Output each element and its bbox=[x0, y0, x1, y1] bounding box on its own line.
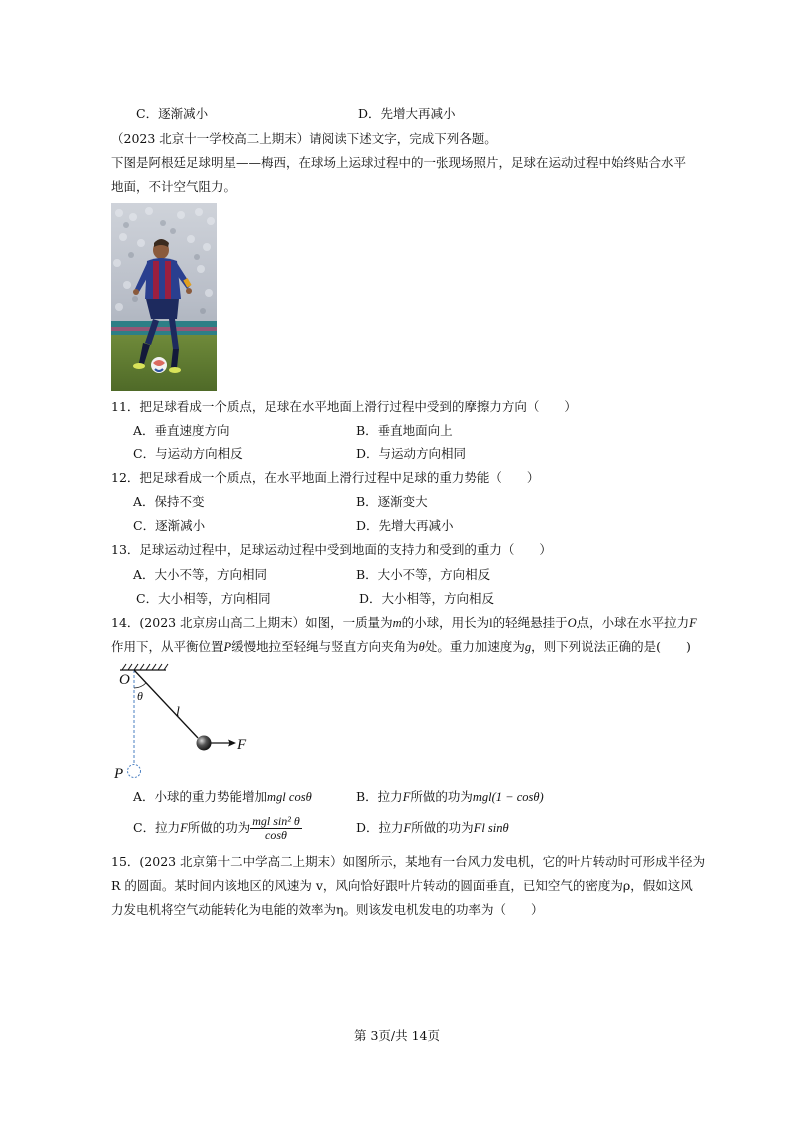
reading-source-line: （2023 北京十一学校高二上期末）请阅读下述文字，完成下列各题。 bbox=[111, 131, 497, 146]
q14-option-d-formula: Fl sinθ bbox=[473, 821, 509, 835]
q12-option-a: A．保持不变 bbox=[133, 494, 205, 509]
q12-option-c: C．逐渐减小 bbox=[133, 518, 206, 533]
q11-option-d: D．与运动方向相同 bbox=[356, 446, 467, 461]
q14-option-c bbox=[133, 813, 302, 843]
q14-text: 缓慢地拉至轻绳与竖直方向夹角为 bbox=[231, 639, 419, 654]
q15-stem-line-1: 15．(2023 北京第十二中学高二上期末）如图所示，某地有一台风力发电机，它的叶片转动时可形成半径为 bbox=[111, 854, 706, 869]
q14-symbol-f: F bbox=[689, 616, 697, 630]
q14-option-d-symbol-f: F bbox=[403, 821, 412, 835]
q14-option-c-text: C．拉力 bbox=[133, 820, 181, 835]
q14-text: 的轻绳悬挂于 bbox=[492, 615, 568, 630]
fraction-denominator: cosθ bbox=[265, 828, 287, 842]
q14-option-a bbox=[133, 789, 312, 805]
q14-symbol-g: g bbox=[524, 640, 532, 654]
q14-text: 的小球，用长为 bbox=[401, 615, 490, 630]
equilibrium-position-circle bbox=[128, 765, 141, 778]
q14-pendulum-figure bbox=[110, 660, 260, 785]
q14-option-a-text: A．小球的重力势能增加 bbox=[133, 789, 268, 804]
q12-option-b: B．逐渐变大 bbox=[356, 494, 428, 509]
q11-option-a: A．垂直速度方向 bbox=[133, 423, 230, 438]
label-l: l bbox=[176, 705, 180, 720]
q13-option-b: B．大小不等，方向相反 bbox=[356, 567, 491, 582]
q14-option-d-text: D．拉力 bbox=[356, 820, 404, 835]
page-footer: 第 3页/共 14页 bbox=[353, 1028, 441, 1043]
top-option-d: D．先增大再减小 bbox=[358, 106, 456, 121]
q15-stem-line-3: 力发电机将空气动能转化为电能的效率为η。则该发电机发电的功率为（ ） bbox=[111, 902, 544, 917]
ball bbox=[197, 736, 212, 751]
q11-option-c: C．与运动方向相反 bbox=[133, 446, 243, 461]
top-option-c: C．逐渐减小 bbox=[136, 106, 209, 121]
ceiling-hatch bbox=[122, 664, 168, 670]
q14-option-b-formula: mgl(1 − cosθ) bbox=[472, 790, 544, 804]
q14-stem-line-1 bbox=[111, 615, 697, 631]
messi-photo bbox=[111, 203, 217, 391]
q14-symbol-m: m bbox=[392, 616, 402, 630]
q14-symbol-p: P bbox=[223, 640, 232, 654]
q15-stem-line-2: R 的圆面。某时间内该地区的风速为 v，风向恰好跟叶片转动的圆面垂直，已知空气的密度为ρ，假如这风 bbox=[111, 878, 693, 893]
reading-paragraph-line-2: 地面，不计空气阻力。 bbox=[111, 179, 237, 194]
angle-arc bbox=[134, 683, 146, 688]
q14-symbol-o: O bbox=[567, 616, 577, 630]
q11-option-b: B．垂直地面向上 bbox=[356, 423, 453, 438]
q14-option-b bbox=[356, 789, 544, 805]
q13-stem: 13．足球运动过程中，足球运动过程中受到地面的支持力和受到的重力（ ） bbox=[111, 542, 552, 557]
q14-symbol-theta: θ bbox=[418, 640, 425, 654]
q14-option-b-text: 所做的功为 bbox=[410, 789, 473, 804]
label-o: O bbox=[119, 672, 130, 688]
q14-text: 点，小球在水平拉力 bbox=[576, 615, 690, 630]
q14-text: ，则下列说法正确的是( ) bbox=[531, 639, 691, 654]
q12-stem: 12．把足球看成一个质点，在水平地面上滑行过程中足球的重力势能（ ） bbox=[111, 470, 540, 485]
q13-option-d: D．大小相等，方向相反 bbox=[359, 591, 495, 606]
q13-option-a: A．大小不等，方向相同 bbox=[133, 567, 268, 582]
q14-text: 处。重力加速度为 bbox=[424, 639, 525, 654]
q14-option-b-text: B．拉力 bbox=[356, 789, 403, 804]
label-f: F bbox=[237, 737, 247, 753]
q14-stem-line-2 bbox=[111, 639, 691, 655]
q14-text: 作用下，从平衡位置 bbox=[111, 639, 224, 654]
fraction-numerator: mgl sin² θ bbox=[252, 814, 300, 828]
q14-option-d-text: 所做的功为 bbox=[411, 820, 474, 835]
q12-option-d: D．先增大再减小 bbox=[356, 518, 454, 533]
label-theta: θ bbox=[137, 689, 143, 703]
q14-symbol-l: l bbox=[489, 616, 493, 630]
q14-option-c-text: 所做的功为 bbox=[187, 820, 251, 835]
q13-option-c: C．大小相等，方向相同 bbox=[136, 591, 271, 606]
q14-option-c-symbol-f: F bbox=[180, 821, 188, 835]
label-p: P bbox=[114, 766, 124, 782]
rope-line bbox=[134, 670, 198, 738]
reading-paragraph-line-1: 下图是阿根廷足球明星——梅西，在球场上运球过程中的一张现场照片，足球在运动过程中始终贴合水平 bbox=[111, 155, 687, 170]
q14-text: 14．(2023 北京房山高二上期末）如图，一质量为 bbox=[111, 615, 393, 630]
q14-option-d bbox=[356, 820, 509, 836]
q14-option-b-symbol-f: F bbox=[402, 790, 411, 804]
q11-stem: 11．把足球看成一个质点，足球在水平地面上滑行过程中受到的摩擦力方向（ ） bbox=[111, 399, 577, 414]
q14-option-c-fraction bbox=[250, 815, 302, 842]
q14-option-a-formula: mgl cosθ bbox=[267, 790, 312, 804]
